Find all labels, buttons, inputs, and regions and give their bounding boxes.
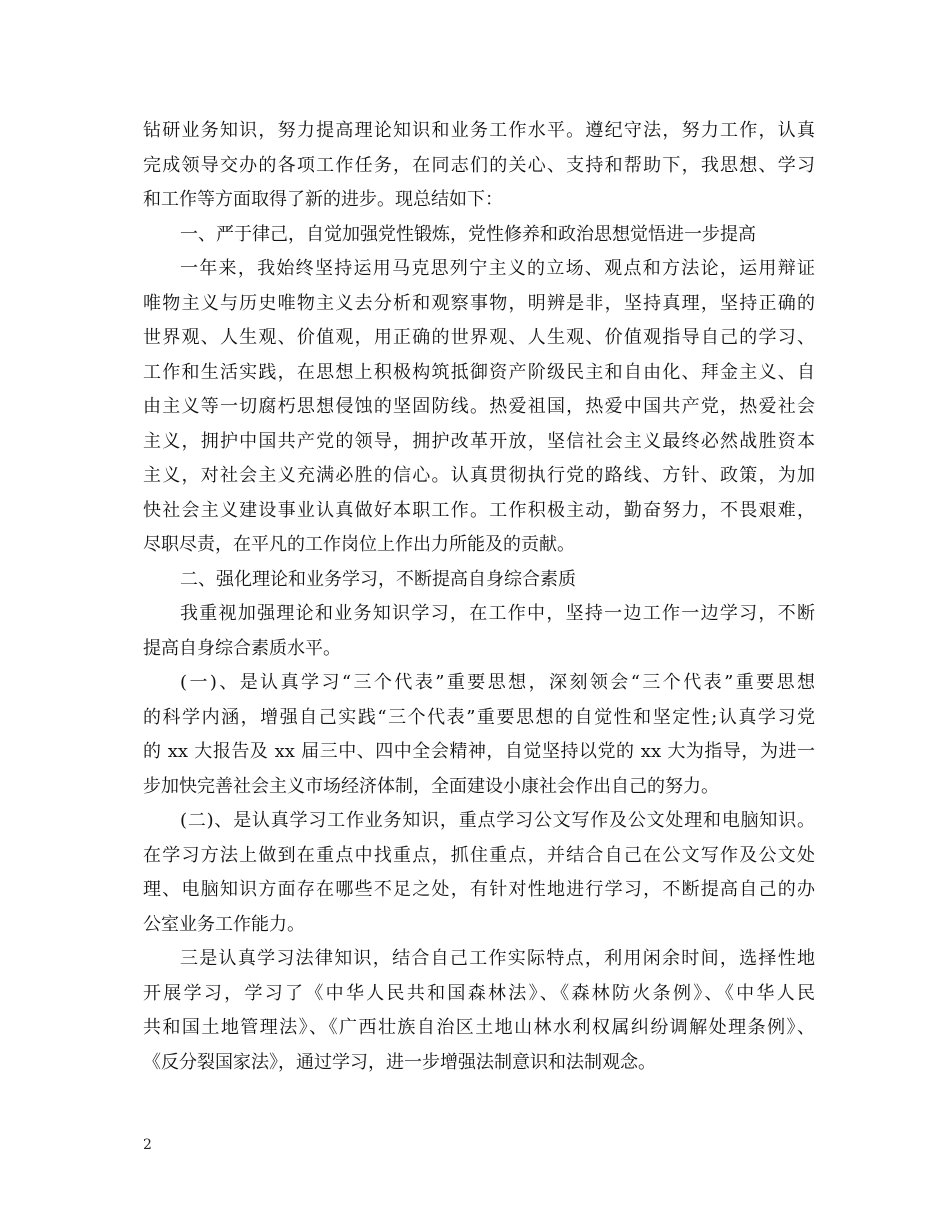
text-line: 的 xx 大报告及 xx 届三中、四中全会精神，自觉坚持以党的 xx 大为指导，为进一 xyxy=(143,741,815,762)
text-line: 《反分裂国家法》，通过学习，进一步增强法制意识和法制观念。 xyxy=(143,1051,656,1073)
text-line: 完成领导交办的各项工作任务，在同志们的关心、支持和帮助下，我思想、学习 xyxy=(143,154,815,176)
page-number: 2 xyxy=(143,1137,152,1153)
text-line: 由主义等一切腐朽思想侵蚀的坚固防线。热爱祖国，热爱中国共产党，热爱社会 xyxy=(143,396,815,417)
text-line: 快社会主义建设事业认真做好本职工作。工作积极主动，勤奋努力，不畏艰难， xyxy=(143,499,815,521)
text-line: (二)、是认真学习工作业务知识，重点学习公文写作及公文处理和电脑知识。 xyxy=(180,810,815,831)
text-line: 公室业务工作能力。 xyxy=(143,913,305,935)
text-line: 主义，对社会主义充满必胜的信心。认真贯彻执行党的路线、方针、政策，为加 xyxy=(143,465,815,486)
text-line: 三是认真学习法律知识，结合自己工作实际特点，利用闲余时间，选择性地 xyxy=(180,948,815,969)
text-line: 一、严于律己，自觉加强党性锻炼，党性修养和政治思想觉悟进一步提高 xyxy=(180,223,756,245)
text-line: 步加快完善社会主义市场经济体制，全面建设小康社会作出自己的努力。 xyxy=(143,775,719,797)
text-line: 我重视加强理论和业务知识学习，在工作中，坚持一边工作一边学习，不断 xyxy=(180,603,815,624)
text-line: 二、强化理论和业务学习，不断提高自身综合素质 xyxy=(180,568,576,590)
text-line: 在学习方法上做到在重点中找重点，抓住重点，并结合自己在公文写作及公文处 xyxy=(143,844,815,866)
text-line: 世界观、人生观、价值观，用正确的世界观、人生观、价值观指导自己的学习、 xyxy=(143,327,815,348)
text-line: 主义，拥护中国共产党的领导，拥护改革开放，坚信社会主义最终必然战胜资本 xyxy=(143,430,815,452)
text-line: 提高自身综合素质水平。 xyxy=(143,637,341,659)
text-line: 工作和生活实践，在思想上积极构筑抵御资产阶级民主和自由化、拜金主义、自 xyxy=(143,361,815,383)
text-line: 和工作等方面取得了新的进步。现总结如下： xyxy=(143,189,503,210)
text-line: 尽职尽责，在平凡的工作岗位上作出力所能及的贡献。 xyxy=(143,534,575,555)
document-body xyxy=(143,114,815,1080)
text-line: 理、电脑知识方面存在哪些不足之处，有针对性地进行学习，不断提高自己的办 xyxy=(143,879,815,900)
text-line: 共和国土地管理法》、《广西壮族自治区土地山林水利权属纠纷调解处理条例》、 xyxy=(143,1017,815,1038)
text-line: (一)、是认真学习“三个代表”重要思想，深刻领会“三个代表”重要思想 xyxy=(180,672,815,693)
text-line: 一年来，我始终坚持运用马克思列宁主义的立场、观点和方法论，运用辩证 xyxy=(180,258,815,279)
text-line: 钻研业务知识，努力提高理论知识和业务工作水平。遵纪守法，努力工作，认真 xyxy=(143,120,815,141)
text-line: 的科学内涵，增强自己实践“三个代表”重要思想的自觉性和坚定性;认真学习党 xyxy=(143,706,815,728)
text-line: 开展学习，学习了《中华人民共和国森林法》、《森林防火条例》、《中华人民 xyxy=(143,982,815,1004)
text-line: 唯物主义与历史唯物主义去分析和观察事物，明辨是非，坚持真理，坚持正确的 xyxy=(143,292,815,314)
